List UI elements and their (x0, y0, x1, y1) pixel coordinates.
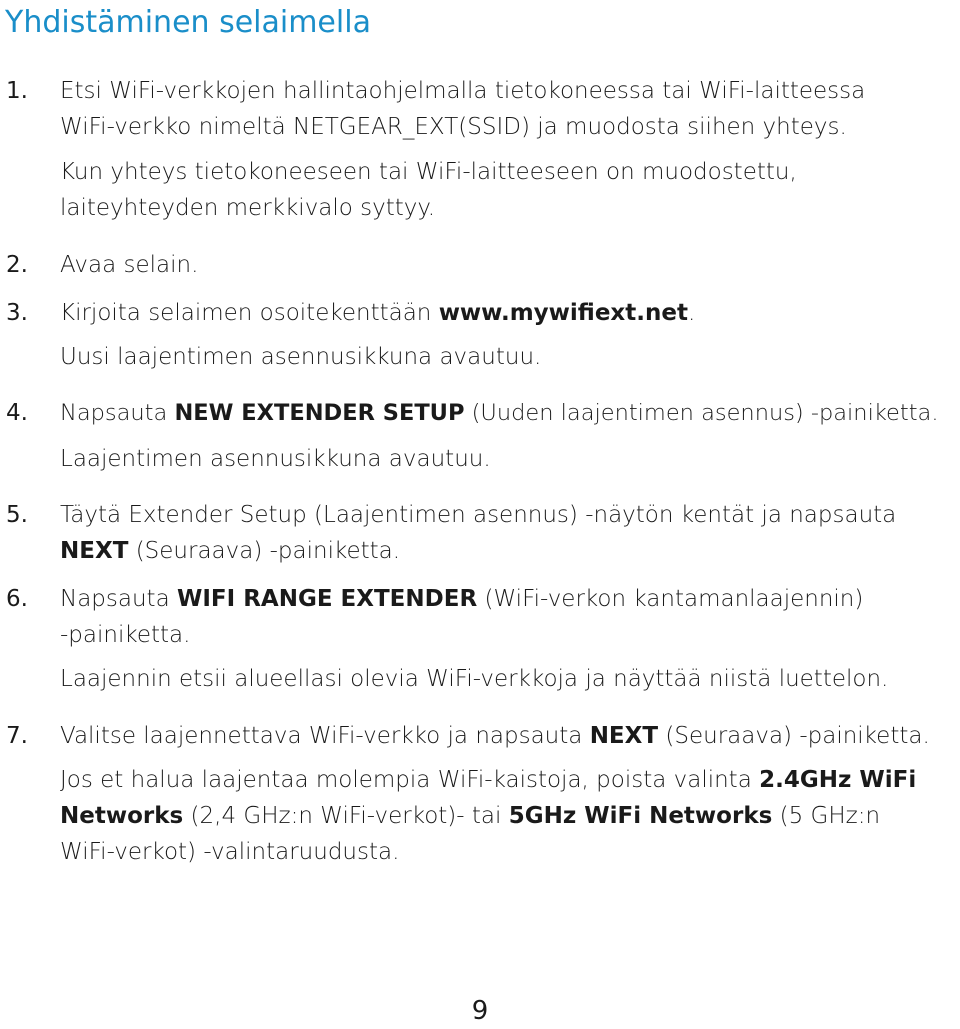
step-text: Laajennin etsii alueellasi olevia WiFi-verkkoja ja näyttää niistä luettelon. (60, 666, 889, 692)
step-text: Jos et halua laajentaa molempia WiFi-kaistoja, poista valinta 2.4GHz WiFi (60, 767, 917, 793)
step-text: Napsauta WIFI RANGE EXTENDER (WiFi-verkon kantamanlaajennin) (60, 586, 864, 612)
url-text: www.mywifiext.net (438, 300, 688, 326)
step-text: Networks (2,4 GHz:n WiFi-verkot)- tai 5GHz WiFi Networks (5 GHz:n (60, 803, 881, 829)
step-text: WiFi-verkot) -valintaruudusta. (60, 839, 400, 865)
step-text: Täytä Extender Setup (Laajentimen asennus) -näytön kentät ja napsauta (60, 502, 897, 528)
step-number: 6. (6, 586, 28, 612)
step-text: Laajentimen asennusikkuna avautuu. (60, 446, 491, 472)
step-text: Avaa selain. (60, 252, 199, 278)
step-text: Kun yhteys tietokoneeseen tai WiFi-laitteeseen on muodostettu, (60, 159, 797, 185)
step-text: -painiketta. (60, 622, 191, 648)
step-text: Valitse laajennettava WiFi-verkko ja napsauta NEXT (Seuraava) -painiketta. (60, 723, 930, 749)
step-number: 2. (6, 252, 28, 278)
step-text: Napsauta NEW EXTENDER SETUP (Uuden laajentimen asennus) -painiketta. (60, 400, 939, 426)
step-text: NEXT (Seuraava) -painiketta. (60, 538, 401, 564)
step-text: Etsi WiFi-verkkojen hallintaohjelmalla tietokoneessa tai WiFi-laitteessa (60, 78, 866, 104)
step-text: Uusi laajentimen asennusikkuna avautuu. (60, 344, 542, 370)
step-number: 1. (6, 78, 28, 104)
step-number: 4. (6, 400, 28, 426)
step-number: 5. (6, 502, 28, 528)
step-text: laiteyhteyden merkkivalo syttyy. (60, 195, 436, 221)
step-text: WiFi-verkko nimeltä NETGEAR_EXT(SSID) ja muodosta siihen yhteys. (60, 114, 847, 140)
step-number: 7. (6, 723, 28, 749)
step-number: 3. (6, 300, 28, 326)
page-number: 9 (471, 996, 489, 1026)
step-text: Kirjoita selaimen osoitekenttään www.mywifiext.net. (60, 300, 696, 326)
page-title: Yhdistäminen selaimella (5, 5, 371, 40)
